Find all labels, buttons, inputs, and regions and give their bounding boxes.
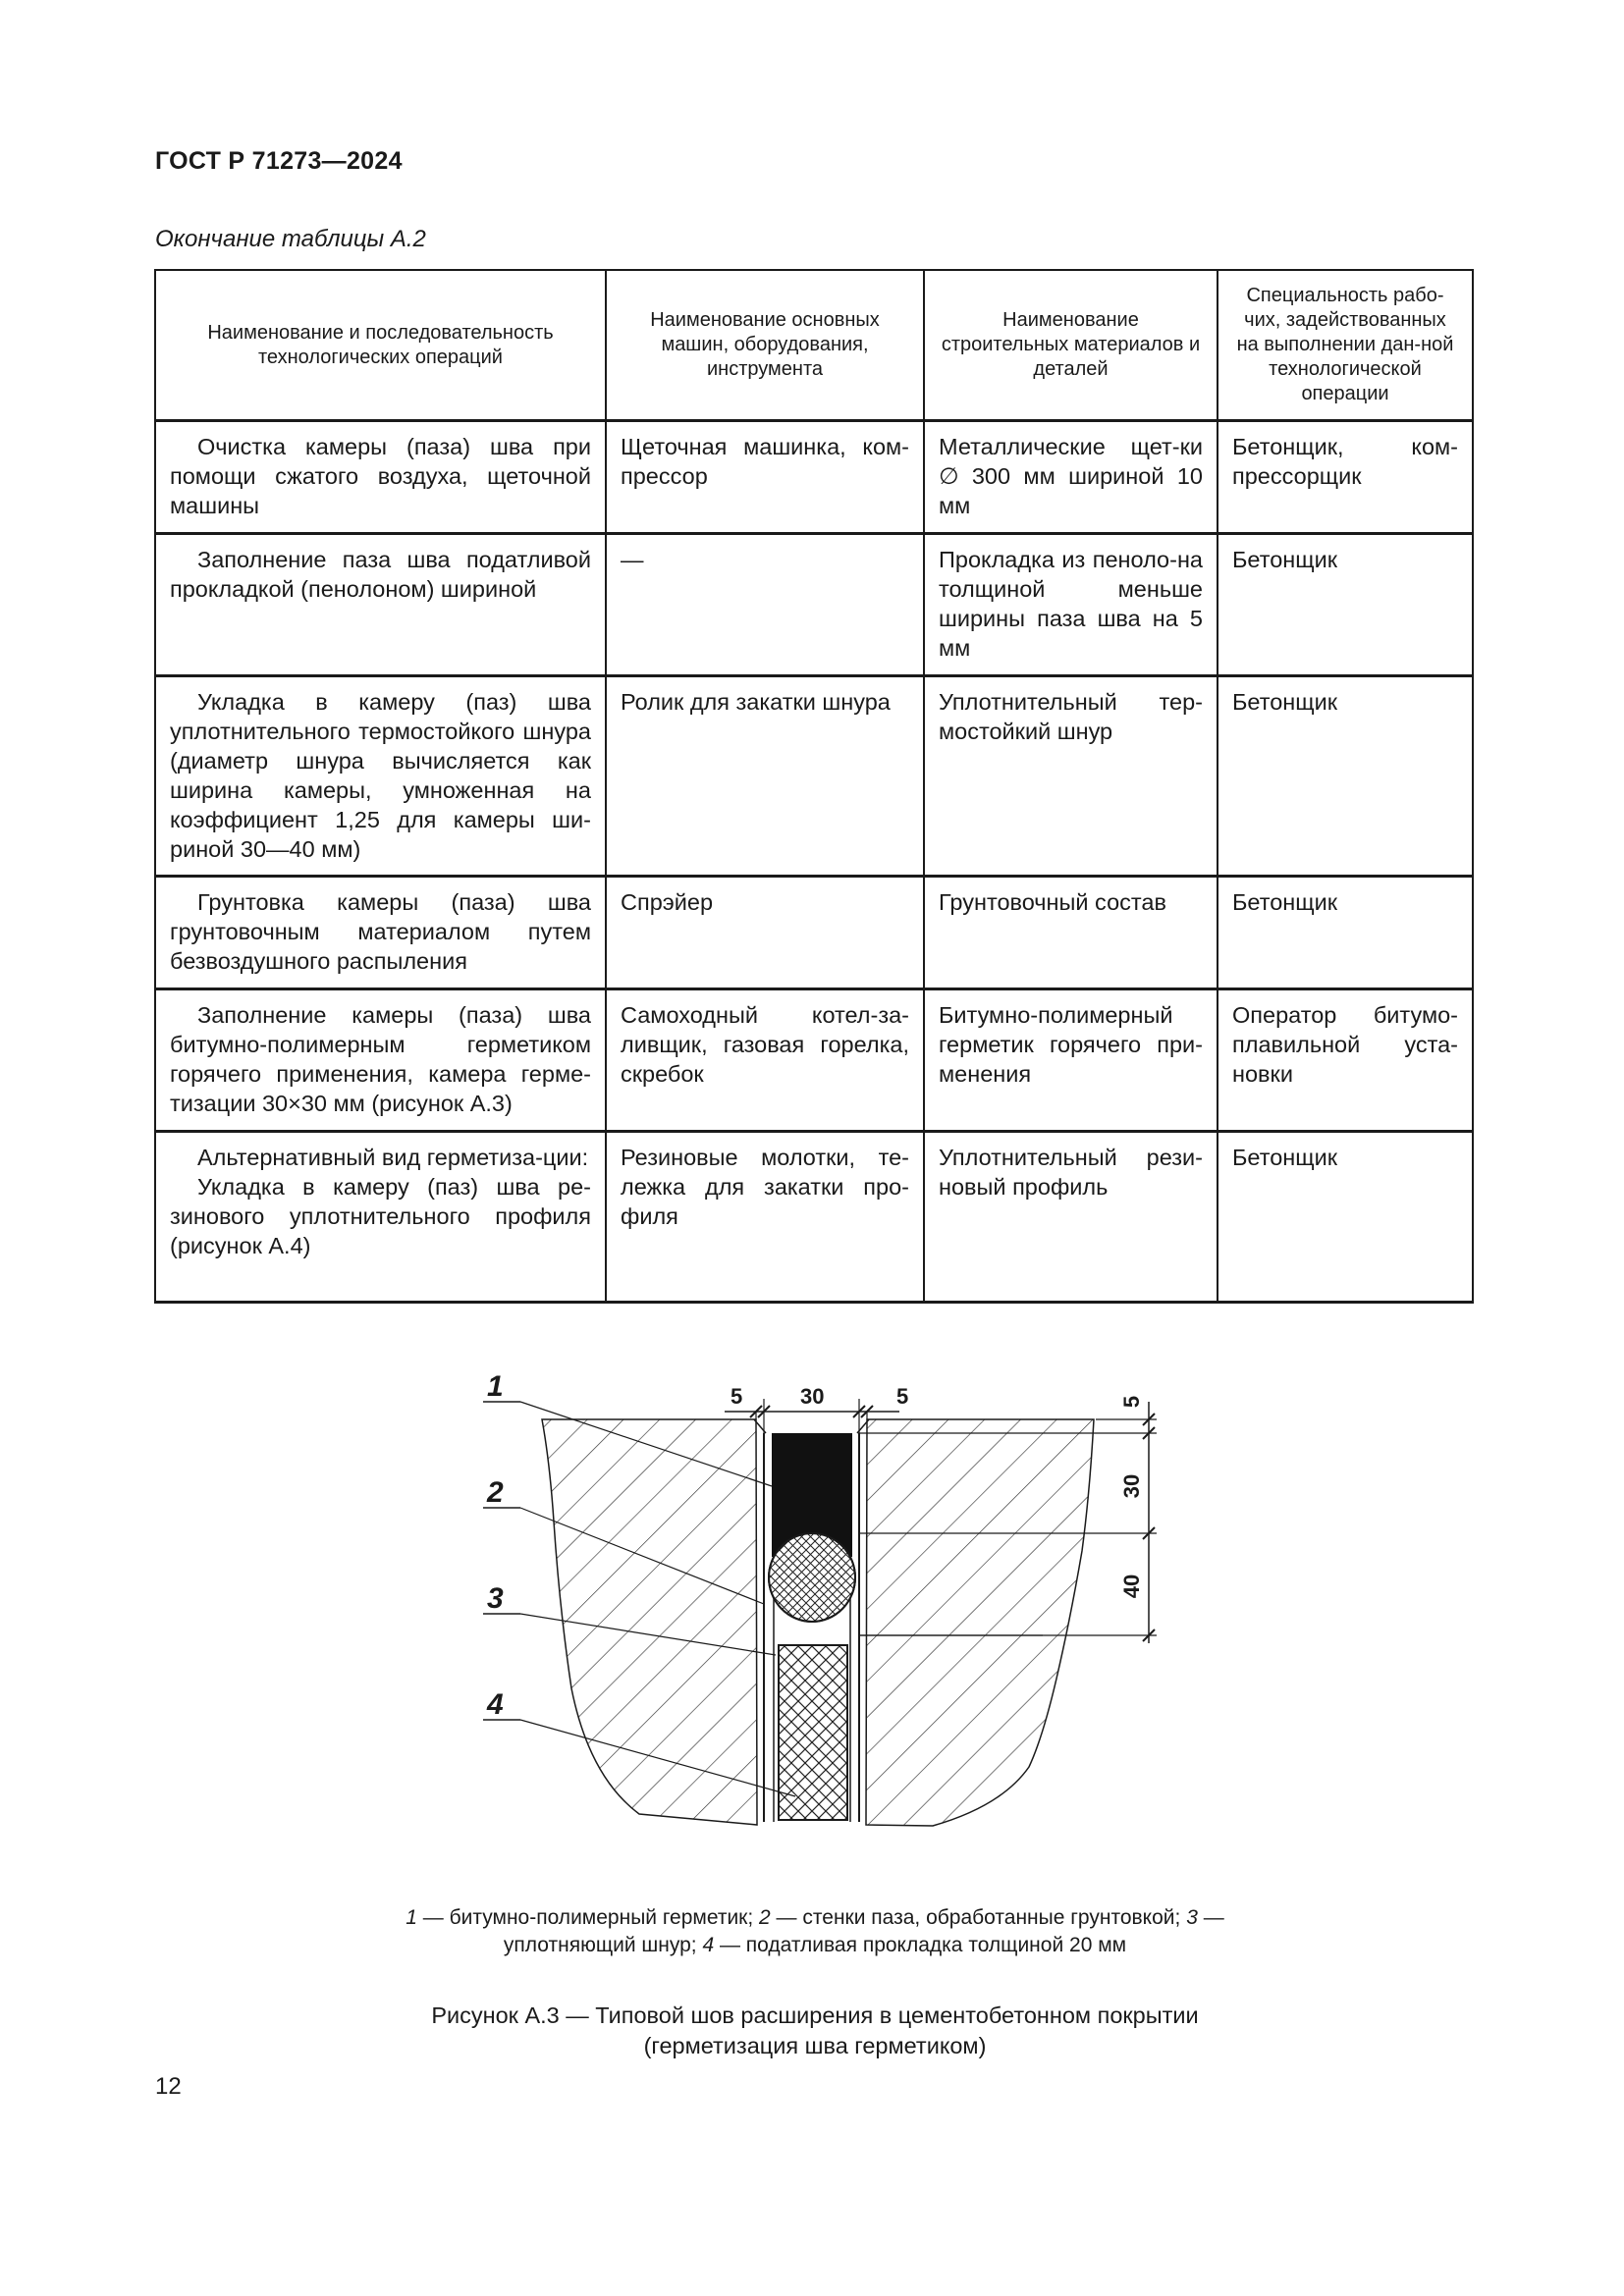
compressible-strip xyxy=(779,1645,847,1820)
table-row xyxy=(155,1132,1473,1303)
dimension-label: 5 xyxy=(896,1384,909,1409)
specialty-cell: Бетонщик xyxy=(1218,1132,1473,1303)
table-row xyxy=(155,989,1473,1132)
table-row xyxy=(155,877,1473,989)
figure-title: Рисунок А.3 — Типовой шов расширения в цементобетонном покрытии (герметизация шва герметиком) xyxy=(431,2002,1199,2058)
dimension-label: 30 xyxy=(1119,1473,1144,1499)
specialty-cell: Бетонщик xyxy=(1218,676,1473,877)
materials-cell: Битумно-полимерный герметик горячего при-менения xyxy=(924,989,1218,1132)
specialty-cell: Бетонщик xyxy=(1218,534,1473,676)
column-header: Наименование строительных материалов и деталей xyxy=(924,270,1218,421)
materials-cell: Уплотнительный рези-новый профиль xyxy=(924,1132,1218,1303)
specialty-cell: Бетонщик xyxy=(1218,877,1473,989)
equipment-cell: Щеточная машинка, ком-прессор xyxy=(606,421,924,534)
document-id: ГОСТ Р 71273—2024 xyxy=(155,147,403,175)
dimension-label: 40 xyxy=(1119,1574,1144,1599)
table-row xyxy=(155,534,1473,676)
table-header-row xyxy=(155,270,1473,421)
callout-label-1: 1 xyxy=(487,1370,504,1403)
specialty-cell: Оператор битумо-плавильной уста-новки xyxy=(1218,989,1473,1132)
materials-cell: Уплотнительный тер-мостойкий шнур xyxy=(924,676,1218,877)
column-header: Специальность рабо-чих, задействованных на выполнении дан-ной технологической операции xyxy=(1218,270,1473,421)
operation-cell: Грунтовка камеры (паза) шва грунтовочным материалом путем безвоздушного распыления xyxy=(155,877,606,989)
table-row xyxy=(155,421,1473,534)
concrete-slab-right xyxy=(866,1419,1094,1826)
dimension-label: 5 xyxy=(731,1384,743,1409)
column-header: Наименование и последовательность технологических операций xyxy=(155,270,606,421)
table-caption: Окончание таблицы А.2 xyxy=(155,226,426,252)
equipment-cell: Резиновые молотки, те-лежка для закатки про-филя xyxy=(606,1132,924,1303)
operation-cell: Заполнение паза шва податливой прокладкой (пенолоном) шириной xyxy=(155,534,606,676)
operation-cell: Очистка камеры (паза) шва при помощи сжатого воздуха, щеточной машины xyxy=(155,421,606,534)
callout-label-3: 3 xyxy=(487,1582,504,1615)
operation-cell: Укладка в камеру (паз) шва уплотнительного термостойкого шнура (диаметр шнура вычисляется как ширина камеры, умноженная на коэффициент 1,25 для камеры ши-риной 30—40 мм) xyxy=(155,676,606,877)
materials-cell: Металлические щет-ки ∅ 300 мм шириной 10 мм xyxy=(924,421,1218,534)
materials-cell: Прокладка из пеноло-на толщиной меньше ширины паза шва на 5 мм xyxy=(924,534,1218,676)
dimension-label: 30 xyxy=(800,1384,825,1409)
equipment-cell: — xyxy=(606,534,924,676)
page-number: 12 xyxy=(155,2073,182,2100)
operation-cell: Заполнение камеры (паза) шва битумно-полимерным герметиком горячего применения, камера герме-тизации 30×30 мм (рисунок А.3) xyxy=(155,989,606,1132)
dimension-label: 5 xyxy=(1119,1395,1144,1409)
figure-legend: 1 — битумно-полимерный герметик; 2 — стенки паза, обработанные грунтовкой; 3 — уплотняющий шнур; 4 — податливая прокладка толщиной 20 мм xyxy=(406,1906,1224,1956)
joint-cross-section-drawing xyxy=(461,1364,1168,1845)
callout-label-4: 4 xyxy=(487,1688,504,1721)
equipment-cell: Ролик для закатки шнура xyxy=(606,676,924,877)
equipment-cell: Самоходный котел-за-ливщик, газовая горелка, скребок xyxy=(606,989,924,1132)
operations-table xyxy=(154,269,1474,1304)
callout-label-2: 2 xyxy=(487,1476,504,1509)
materials-cell: Грунтовочный состав xyxy=(924,877,1218,989)
operation-cell: Альтернативный вид герметиза-ции: Укладка в камеру (паз) шва ре-зинового уплотнительного профиля (рисунок А.4) xyxy=(155,1132,606,1303)
table-row xyxy=(155,676,1473,877)
specialty-cell: Бетонщик, ком-прессорщик xyxy=(1218,421,1473,534)
equipment-cell: Спрэйер xyxy=(606,877,924,989)
column-header: Наименование основных машин, оборудования, инструмента xyxy=(606,270,924,421)
